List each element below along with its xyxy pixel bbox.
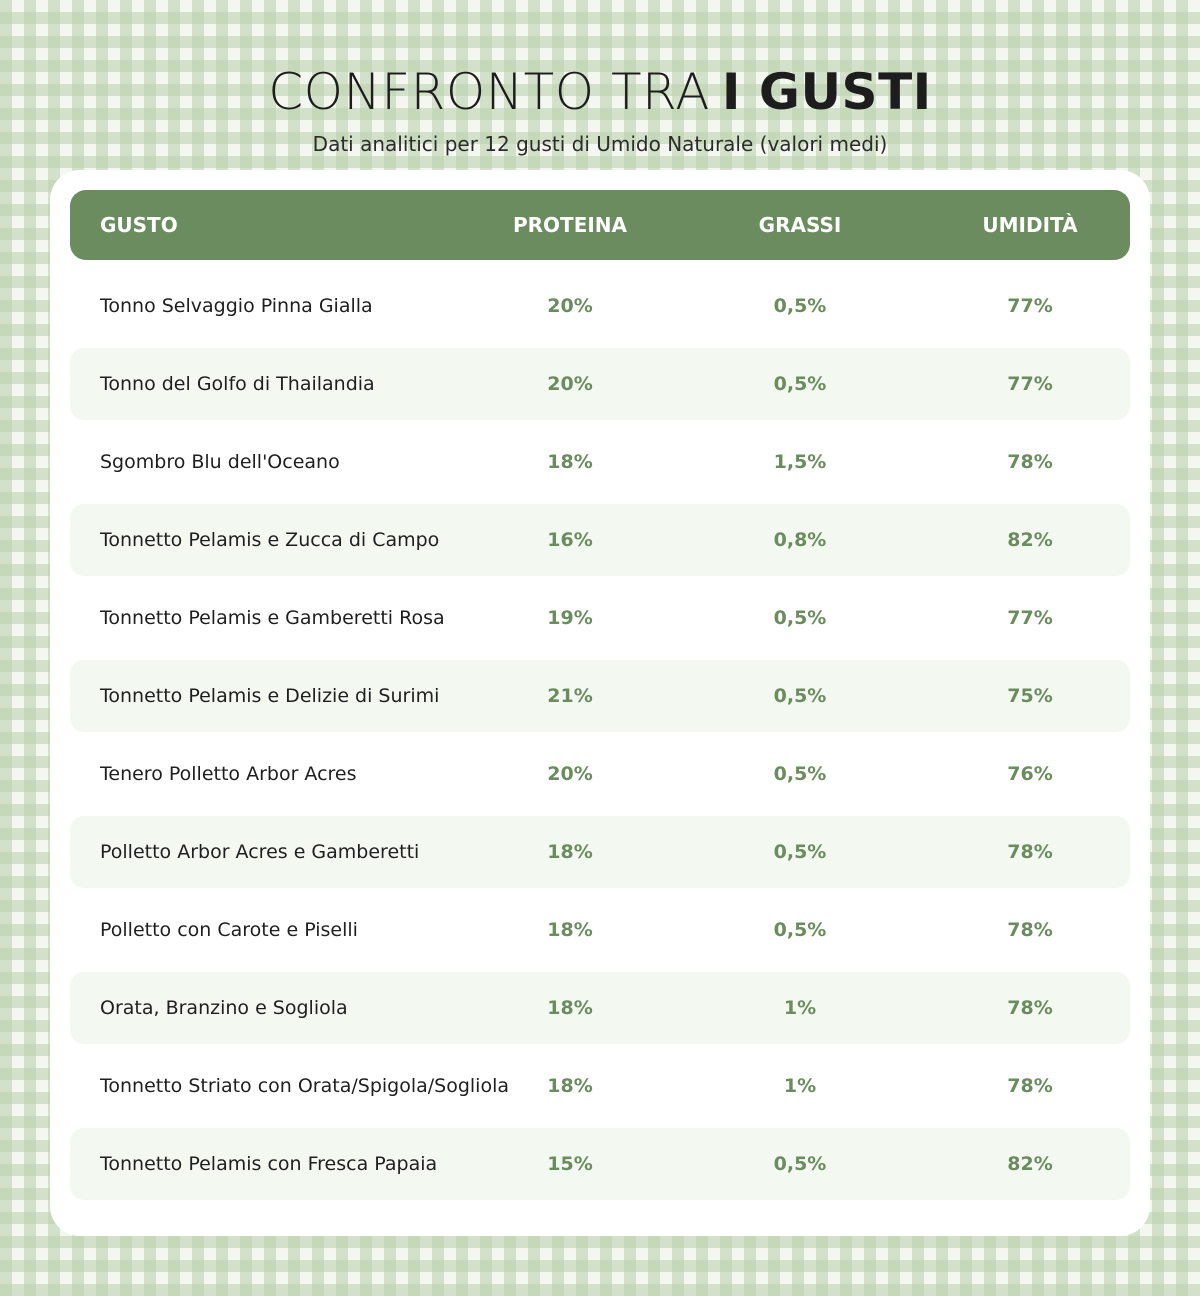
humidity-value: 75% — [1007, 685, 1053, 707]
table-header — [70, 190, 1130, 260]
page-title-light: CONFRONTO TRA — [268, 63, 710, 121]
protein-value: 19% — [547, 607, 593, 629]
fat-value: 0,5% — [773, 763, 827, 785]
protein-value: 16% — [547, 529, 593, 551]
fat-value: 0,5% — [773, 685, 827, 707]
protein-value: 18% — [547, 841, 593, 863]
fat-value: 0,5% — [773, 607, 827, 629]
flavor-name: Sgombro Blu dell'Oceano — [100, 451, 340, 473]
column-header-protein: PROTEINA — [512, 213, 628, 237]
comparison-table-card — [50, 170, 1150, 1236]
fat-value: 1% — [783, 1075, 817, 1097]
protein-value: 20% — [547, 295, 593, 317]
humidity-value: 82% — [1007, 1153, 1053, 1175]
flavor-name: Tonnetto Pelamis e Delizie di Surimi — [100, 685, 440, 707]
humidity-value: 76% — [1007, 763, 1053, 785]
humidity-value: 77% — [1007, 295, 1053, 317]
table-row — [70, 504, 1130, 576]
humidity-value: 78% — [1007, 1075, 1053, 1097]
table-row — [70, 1128, 1130, 1200]
protein-value: 18% — [547, 1075, 593, 1097]
table-row — [70, 582, 1130, 654]
flavor-name: Polletto con Carote e Piselli — [100, 919, 358, 941]
humidity-value: 77% — [1007, 373, 1053, 395]
table-row — [70, 270, 1130, 342]
table-row — [70, 972, 1130, 1044]
protein-value: 18% — [547, 919, 593, 941]
flavor-name: Tonnetto Pelamis e Gamberetti Rosa — [100, 607, 445, 629]
flavor-name: Polletto Arbor Acres e Gamberetti — [100, 841, 420, 863]
table-row — [70, 348, 1130, 420]
protein-value: 20% — [547, 763, 593, 785]
page-title-bold: I GUSTI — [721, 63, 932, 121]
table-row — [70, 738, 1130, 810]
humidity-value: 78% — [1007, 451, 1053, 473]
fat-value: 0,5% — [773, 295, 827, 317]
column-header-flavor: GUSTO — [100, 213, 178, 237]
humidity-value: 78% — [1007, 841, 1053, 863]
column-header-humidity: UMIDITÀ — [982, 213, 1078, 237]
flavor-name: Orata, Branzino e Sogliola — [100, 997, 348, 1019]
fat-value: 0,5% — [773, 919, 827, 941]
fat-value: 1% — [783, 997, 817, 1019]
humidity-value: 82% — [1007, 529, 1053, 551]
humidity-value: 77% — [1007, 607, 1053, 629]
humidity-value: 78% — [1007, 919, 1053, 941]
fat-value: 0,8% — [773, 529, 827, 551]
table-body — [70, 270, 1130, 1206]
table-row — [70, 660, 1130, 732]
table-row — [70, 426, 1130, 498]
table-row — [70, 894, 1130, 966]
table-row — [70, 1050, 1130, 1122]
protein-value: 21% — [547, 685, 593, 707]
flavor-name: Tonno Selvaggio Pinna Gialla — [100, 295, 373, 317]
flavor-name: Tonnetto Pelamis con Fresca Papaia — [100, 1153, 438, 1175]
fat-value: 0,5% — [773, 373, 827, 395]
protein-value: 18% — [547, 997, 593, 1019]
table-row — [70, 816, 1130, 888]
fat-value: 1,5% — [773, 451, 827, 473]
fat-value: 0,5% — [773, 1153, 827, 1175]
flavor-name: Tonnetto Striato con Orata/Spigola/Sogliola — [100, 1075, 510, 1097]
protein-value: 20% — [547, 373, 593, 395]
page-title — [0, 60, 1200, 124]
page-subtitle: Dati analitici per 12 gusti di Umido Naturale (valori medi) — [312, 132, 888, 156]
flavor-name: Tonnetto Pelamis e Zucca di Campo — [100, 529, 440, 551]
column-header-fat: GRASSI — [758, 213, 842, 237]
humidity-value: 78% — [1007, 997, 1053, 1019]
protein-value: 15% — [547, 1153, 593, 1175]
fat-value: 0,5% — [773, 841, 827, 863]
protein-value: 18% — [547, 451, 593, 473]
flavor-name: Tonno del Golfo di Thailandia — [100, 373, 375, 395]
flavor-name: Tenero Polletto Arbor Acres — [100, 763, 357, 785]
